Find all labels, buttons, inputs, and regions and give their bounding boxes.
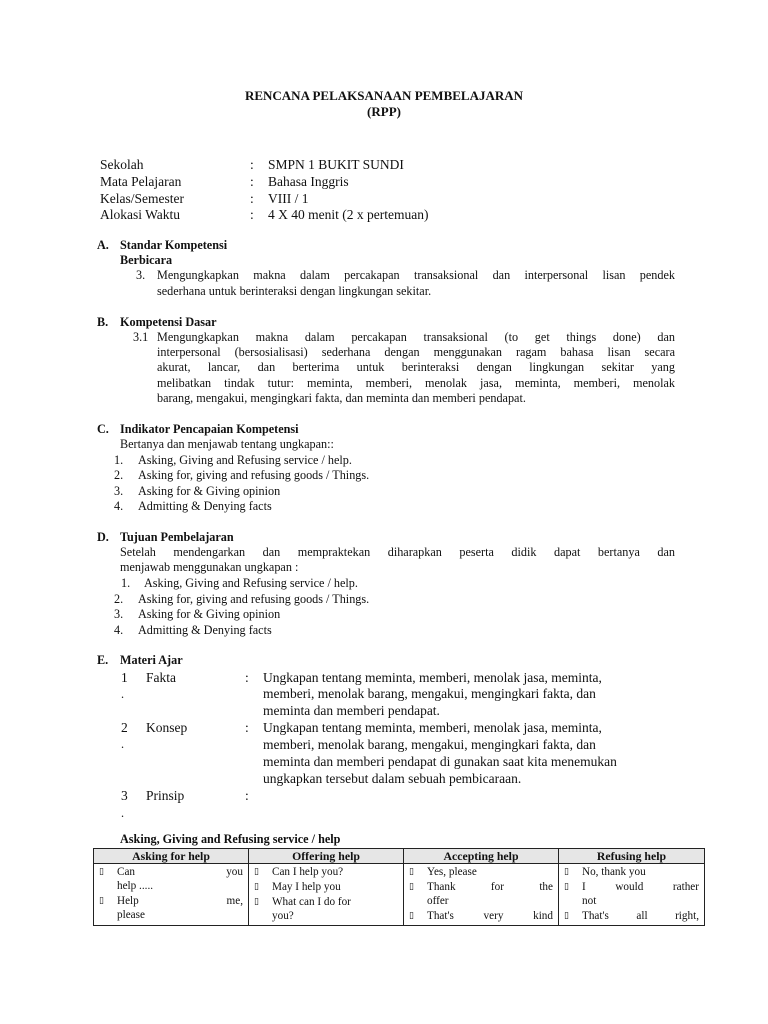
materi-line: Ungkapan tentang meminta, memberi, menolak jasa, meminta, — [263, 720, 602, 735]
materi-line: memberi, menolak barang, mengakui, mengingkari fakta, dan — [263, 686, 596, 701]
bullet-icon: ▯ — [254, 897, 259, 907]
list-item: Asking, Giving and Refusing service / help. — [144, 576, 358, 590]
cell-line: Can I help you? — [272, 866, 344, 878]
paragraph-line: Mengungkapkan makna dalam percakapan transaksional (to get things done) dan — [157, 330, 675, 344]
column-header: Offering help — [249, 849, 404, 864]
list-item: Asking for, giving and refusing goods / Things. — [138, 592, 370, 606]
cell-line: No, thank you — [582, 866, 646, 878]
bullet-icon: ▯ — [99, 867, 104, 877]
materi-key: Fakta — [146, 670, 176, 685]
materi-line: meminta dan memberi pendapat. — [263, 703, 440, 718]
cell-line: Can you — [117, 866, 243, 878]
bullet-icon: ▯ — [254, 882, 259, 892]
identity-key: Alokasi Waktu — [100, 207, 181, 222]
paragraph-line: menjawab menggunakan ungkapan : — [120, 560, 299, 574]
column-header: Refusing help — [559, 849, 705, 864]
table-cell — [404, 864, 559, 926]
cell-line: please — [117, 909, 145, 921]
section-intro: Bertanya dan menjawab tentang ungkapan:: — [120, 437, 334, 451]
identity-value: Bahasa Inggris — [268, 174, 349, 189]
list-item: Asking for & Giving opinion — [138, 607, 281, 621]
bullet-icon: ▯ — [564, 882, 569, 892]
materi-dot: . — [121, 737, 125, 751]
doc-subtitle: (RPP) — [367, 104, 401, 119]
section-heading: Standar Kompetensi — [120, 238, 228, 252]
cell-line: That's very kind — [427, 910, 553, 922]
section-heading: Tujuan Pembelajaran — [120, 530, 234, 544]
identity-sep: : — [250, 157, 254, 172]
cell-line: May I help you — [272, 881, 341, 893]
identity-sep: : — [250, 207, 254, 222]
list-item — [564, 865, 699, 879]
materi-number: 2 — [121, 720, 128, 735]
materi-dot: . — [121, 806, 125, 820]
bullet-icon: ▯ — [564, 867, 569, 877]
bullet-icon: ▯ — [409, 911, 414, 921]
list-number: 3. — [114, 484, 124, 498]
materi-dot: . — [121, 687, 125, 701]
doc-title: RENCANA PELAKSANAAN PEMBELAJARAN — [244, 88, 524, 103]
list-number: 2. — [114, 592, 124, 606]
cell-line: help ..... — [117, 880, 154, 892]
cell-line: That's all right, — [582, 910, 699, 922]
list-number: 3. — [114, 607, 124, 621]
cell-line: Help me, — [117, 895, 243, 907]
list-number: 2. — [114, 468, 124, 482]
cell-line: Yes, please — [427, 866, 477, 878]
materi-line: meminta dan memberi pendapat di gunakan saat kita menemukan — [263, 754, 617, 769]
list-number: 1. — [114, 453, 124, 467]
materi-sep: : — [245, 788, 249, 803]
cell-line: you? — [272, 910, 294, 922]
table-header-row — [94, 849, 705, 864]
section-letter: C. — [97, 422, 109, 436]
list-number: 1. — [121, 576, 131, 590]
column-header: Accepting help — [404, 849, 559, 864]
identity-key: Kelas/Semester — [100, 191, 184, 206]
table-caption: Asking, Giving and Refusing service / help — [120, 832, 341, 846]
list-item — [409, 880, 553, 908]
cell-line: What can I do for — [272, 896, 351, 908]
paragraph-line: Mengungkapkan makna dalam percakapan transaksional dan interpersonal lisan pendek — [157, 268, 675, 282]
list-item — [254, 880, 398, 894]
materi-sep: : — [245, 720, 249, 735]
section-heading: Materi Ajar — [120, 653, 183, 667]
list-item — [409, 865, 553, 879]
identity-sep: : — [250, 191, 254, 206]
paragraph-line: sederhana untuk berinteraksi dengan lingkungan sekitar. — [157, 284, 432, 298]
identity-sep: : — [250, 174, 254, 189]
table-cell — [249, 864, 404, 926]
list-item: Asking for, giving and refusing goods / Things. — [138, 468, 370, 482]
materi-sep: : — [245, 670, 249, 685]
materi-line: Ungkapan tentang meminta, memberi, menolak jasa, meminta, — [263, 670, 602, 685]
list-item: Asking, Giving and Refusing service / help. — [138, 453, 352, 467]
bullet-icon: ▯ — [409, 882, 414, 892]
identity-value: 4 X 40 menit (2 x pertemuan) — [268, 207, 429, 222]
materi-key: Konsep — [146, 720, 188, 735]
list-item — [99, 894, 243, 922]
section-letter: D. — [97, 530, 109, 544]
materi-line: memberi, menolak barang, mengakui, mengingkari fakta, dan — [263, 737, 596, 752]
cell-line: not — [582, 895, 597, 907]
materi-key: Prinsip — [146, 788, 185, 803]
list-item — [99, 865, 243, 893]
bullet-icon: ▯ — [99, 896, 104, 906]
list-item: Admitting & Denying facts — [138, 623, 272, 637]
identity-value: SMPN 1 BUKIT SUNDI — [268, 157, 404, 172]
materi-number: 1 — [121, 670, 128, 685]
section-heading: Kompetensi Dasar — [120, 315, 217, 329]
materi-number: 3 — [121, 788, 128, 803]
list-item: Admitting & Denying facts — [138, 499, 272, 513]
item-number: 3.1 — [133, 330, 149, 344]
list-number: 4. — [114, 499, 124, 513]
help-expressions-table — [93, 848, 705, 926]
list-item — [409, 909, 553, 923]
section-heading: Indikator Pencapaian Kompetensi — [120, 422, 299, 436]
table-cell — [94, 864, 249, 926]
cell-line: Thank for the — [427, 881, 553, 893]
list-item: Asking for & Giving opinion — [138, 484, 281, 498]
table-cell — [559, 864, 705, 926]
identity-value: VIII / 1 — [268, 191, 309, 206]
list-item — [254, 895, 398, 923]
column-header: Asking for help — [94, 849, 249, 864]
cell-line: offer — [427, 895, 449, 907]
identity-key: Sekolah — [100, 157, 144, 172]
item-number: 3. — [136, 268, 146, 282]
section-letter: E. — [97, 653, 109, 667]
identity-key: Mata Pelajaran — [100, 174, 182, 189]
list-item — [254, 865, 398, 879]
bullet-icon: ▯ — [409, 867, 414, 877]
list-item — [564, 909, 699, 923]
bullet-icon: ▯ — [254, 867, 259, 877]
paragraph-line: interpersonal (bersosialisasi) sederhana dengan menggunakan ragam bahasa lisan secara — [157, 345, 675, 359]
table-row — [94, 864, 705, 926]
section-subheading: Berbicara — [120, 253, 173, 267]
materi-line: ungkapkan tersebut dalam sebuah pembicaraan. — [263, 771, 522, 786]
list-item — [564, 880, 699, 908]
list-number: 4. — [114, 623, 124, 637]
section-letter: A. — [97, 238, 109, 252]
paragraph-line: Setelah mendengarkan dan mempraktekan diharapkan peserta didik dapat bertanya dan — [120, 545, 675, 559]
section-letter: B. — [97, 315, 109, 329]
cell-line: I would rather — [582, 881, 699, 893]
paragraph-line: melibatkan tindak tutur: meminta, memberi, menolak jasa, meminta, memberi, menolak — [157, 376, 675, 390]
bullet-icon: ▯ — [564, 911, 569, 921]
paragraph-line: barang, mengakui, mengingkari fakta, dan meminta dan memberi pendapat. — [157, 391, 526, 405]
paragraph-line: akurat, lancar, dan berterima untuk berinteraksi dengan lingkungan sekitar yang — [157, 360, 675, 374]
